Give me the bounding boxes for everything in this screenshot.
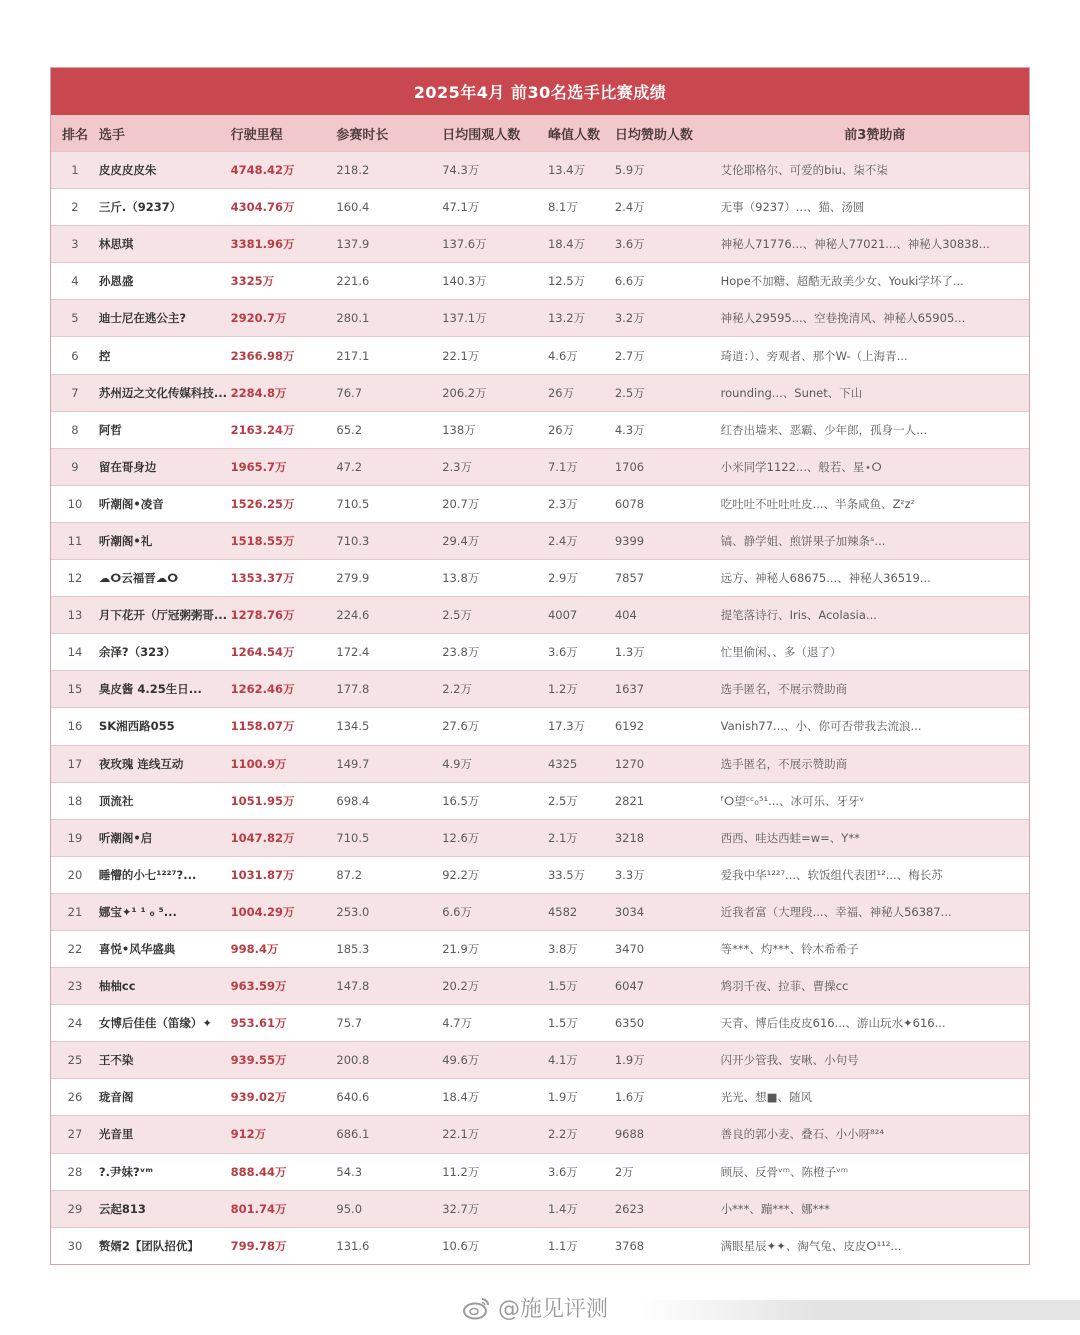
cell-top3-sponsors: 善良的郭小麦、叠石、小小呀⁸²⁴ [720,1127,884,1142]
cell-avg-sponsors: 1637 [614,682,645,697]
cell-peak: 4582 [547,904,578,919]
cell-avg-sponsors: 7857 [614,571,645,586]
cell-distance: 1353.37万 [230,571,295,586]
cell-rank: 1 [71,163,79,178]
cell-distance: 939.02万 [230,1090,287,1105]
cell-rank: 10 [67,496,83,511]
cell-top3-sponsors: 神秘人71776...、神秘人77021...、神秘人30838... [720,237,990,252]
cell-rank: 4 [71,274,79,289]
cell-top3-sponsors: 红杏出墙来、恶霸、少年郎，孤身一人... [720,422,928,437]
cell-rank: 18 [67,793,83,808]
bottom-blur [640,1300,1080,1320]
cell-distance: 3381.96万 [230,237,295,252]
cell-player: 听潮阁•礼 [98,533,153,548]
cell-duration: 218.2 [336,163,370,178]
cell-duration: 160.4 [336,200,370,215]
header-peak: 峰值人数 [547,127,600,143]
cell-duration: 177.8 [336,682,370,697]
table-row [51,930,1029,967]
cell-peak: 3.6万 [547,645,578,660]
table-row [51,1115,1029,1152]
cell-rank: 9 [71,459,79,474]
cell-rank: 5 [71,311,79,326]
cell-top3-sponsors: 远方、神秘人68675...、神秘人36519... [720,571,931,586]
cell-top3-sponsors: 等***、灼***、铃木希希子 [720,942,859,957]
cell-peak: 2.3万 [547,496,578,511]
cell-duration: 280.1 [336,311,370,326]
cell-rank: 19 [67,830,83,845]
cell-distance: 1158.07万 [230,719,295,734]
cell-rank: 28 [67,1164,83,1179]
cell-top3-sponsors: Hope不加糖、超酷无敌美少女、Youki学坏了... [720,274,964,289]
cell-top3-sponsors: 顾辰、反骨ᵛᵐ、陈橙子ᵛᵐ [720,1164,849,1179]
cell-avg-sponsors: 2.7万 [614,348,645,363]
cell-distance: 1965.7万 [230,459,287,474]
cell-distance: 1100.9万 [230,756,287,771]
cell-avg-viewers: 140.3万 [442,274,487,289]
watermark [462,1292,608,1323]
table-row [51,485,1029,522]
cell-peak: 26万 [547,385,575,400]
cell-distance: 799.78万 [230,1238,287,1253]
header-avg-viewers: 日均围观人数 [442,127,521,143]
table-row [51,262,1029,299]
header-player: 选手 [98,127,125,143]
cell-peak: 2.9万 [547,571,578,586]
cell-player: 听潮阁•凌音 [98,496,164,511]
cell-avg-viewers: 2.2万 [442,682,472,697]
cell-rank: 6 [71,348,79,363]
cell-avg-viewers: 21.9万 [442,942,480,957]
cell-player: 睡懵的小七¹²²⁷?... [98,867,197,882]
cell-top3-sponsors: 小米同学1122...、般若、星⋆ⵔ [720,459,882,474]
cell-player: 留在哥身边 [98,459,157,474]
cell-avg-sponsors: 3218 [614,830,645,845]
cell-duration: 686.1 [336,1127,370,1142]
cell-player: ?.尹妹?ᵛᵐ [98,1164,154,1179]
cell-player: 听潮阁•启 [98,830,153,845]
cell-peak: 4.1万 [547,1053,578,1068]
table-row [51,745,1029,782]
cell-duration: 54.3 [336,1164,363,1179]
table-row [51,374,1029,411]
cell-distance: 2920.7万 [230,311,287,326]
cell-duration: 253.0 [336,904,370,919]
cell-peak: 1.1万 [547,1238,578,1253]
cell-rank: 12 [67,571,83,586]
cell-rank: 22 [67,942,83,957]
cell-peak: 1.5万 [547,1016,578,1031]
cell-avg-viewers: 4.7万 [442,1016,472,1031]
cell-duration: 710.3 [336,533,370,548]
cell-duration: 279.9 [336,571,370,586]
cell-duration: 65.2 [336,422,363,437]
cell-player: 喜悦•风华盛典 [98,942,176,957]
table-header-row [51,115,1029,151]
cell-player: 顶流社 [98,793,134,808]
cell-top3-sponsors: 选手匿名，不展示赞助商 [720,756,848,771]
cell-distance: 888.44万 [230,1164,287,1179]
cell-top3-sponsors: 忙里偷闲、、多（退了） [720,645,842,660]
cell-peak: 2.5万 [547,793,578,808]
cell-peak: 1.4万 [547,1201,578,1216]
cell-peak: 12.5万 [547,274,586,289]
cell-top3-sponsors: 琦逍：）、旁观者、那个W-（上海青... [720,348,908,363]
cell-avg-sponsors: 2万 [614,1164,634,1179]
cell-distance: 998.4万 [230,942,279,957]
cell-avg-sponsors: 5.9万 [614,163,645,178]
table-row [51,559,1029,596]
cell-duration: 47.2 [336,459,363,474]
cell-rank: 11 [67,533,83,548]
cell-distance: 953.61万 [230,1016,287,1031]
header-rank: 排名 [61,127,88,143]
cell-peak: 13.2万 [547,311,586,326]
cell-duration: 640.6 [336,1090,370,1105]
cell-distance: 1262.46万 [230,682,295,697]
cell-rank: 17 [67,756,83,771]
table-row [51,1153,1029,1190]
cell-peak: 1.9万 [547,1090,578,1105]
cell-distance: 2163.24万 [230,422,295,437]
cell-top3-sponsors: 鸩羽千夜、拉菲、曹操cc [720,979,849,994]
cell-distance: 1004.29万 [230,904,295,919]
cell-top3-sponsors: 无事（9237）...、猫、汤圆 [720,200,865,215]
cell-avg-sponsors: 3.3万 [614,867,645,882]
cell-top3-sponsors: 光光、想■、随风 [720,1090,812,1105]
table-row [51,856,1029,893]
cell-peak: 1.2万 [547,682,578,697]
cell-rank: 14 [67,645,83,660]
cell-avg-viewers: 18.4万 [442,1090,480,1105]
cell-top3-sponsors: 西西、哇达西蛙=w=、Y** [720,830,860,845]
cell-player: 控 [98,348,111,363]
cell-player: 柚柚cc [98,979,136,994]
cell-duration: 131.6 [336,1238,370,1253]
table-row [51,336,1029,373]
cell-avg-sponsors: 3034 [614,904,645,919]
cell-avg-sponsors: 2623 [614,1201,645,1216]
table-row [51,188,1029,225]
table-row [51,1041,1029,1078]
cell-rank: 24 [67,1016,83,1031]
cell-avg-sponsors: 9688 [614,1127,645,1142]
cell-avg-sponsors: 2.5万 [614,385,645,400]
cell-avg-sponsors: 2.4万 [614,200,645,215]
cell-player: 娜宝✦¹ ¹ ₀ ⁵... [98,904,177,919]
cell-top3-sponsors: ᶠⵔ望ᶜᶜ₀⁵¹...、冰可乐、牙牙ᵛ [720,793,865,808]
cell-duration: 149.7 [336,756,370,771]
cell-rank: 25 [67,1053,83,1068]
cell-duration: 221.6 [336,274,370,289]
table-row [51,633,1029,670]
cell-player: 三斤.（9237） [98,200,182,215]
table-row [51,225,1029,262]
cell-avg-viewers: 20.2万 [442,979,480,994]
cell-peak: 2.1万 [547,830,578,845]
cell-avg-viewers: 29.4万 [442,533,480,548]
cell-avg-viewers: 6.6万 [442,904,472,919]
cell-avg-viewers: 49.6万 [442,1053,480,1068]
cell-avg-sponsors: 6350 [614,1016,645,1031]
cell-player: 迪士尼在逃公主? [98,311,187,326]
cell-peak: 4.6万 [547,348,578,363]
cell-duration: 185.3 [336,942,370,957]
cell-player: 皮皮皮皮朱 [98,163,157,178]
cell-player: 光音里 [98,1127,134,1142]
cell-avg-viewers: 47.1万 [442,200,480,215]
table-row [51,1227,1029,1264]
cell-player: 阿哲 [98,422,122,437]
cell-player: 孙恩盛 [98,274,134,289]
cell-peak: 4007 [547,608,578,623]
table-row [51,596,1029,633]
cell-duration: 95.0 [336,1201,363,1216]
cell-avg-sponsors: 2821 [614,793,645,808]
table-row [51,670,1029,707]
cell-duration: 217.1 [336,348,370,363]
cell-player: 林思琪 [98,237,134,252]
cell-distance: 2366.98万 [230,348,295,363]
cell-avg-sponsors: 6192 [614,719,645,734]
cell-avg-viewers: 92.2万 [442,867,480,882]
cell-rank: 20 [67,867,83,882]
cell-distance: 801.74万 [230,1201,287,1216]
cell-distance: 1278.76万 [230,608,295,623]
cell-top3-sponsors: 近我者富（大理段...、幸福、神秘人56387... [720,904,952,919]
cell-peak: 7.1万 [547,459,578,474]
cell-avg-sponsors: 3470 [614,942,645,957]
table-row [51,448,1029,485]
cell-top3-sponsors: 小***、蹦***、娜*** [720,1201,830,1216]
cell-avg-viewers: 4.9万 [442,756,472,771]
cell-peak: 1.5万 [547,979,578,994]
cell-rank: 30 [67,1238,83,1253]
cell-avg-sponsors: 404 [614,608,637,623]
header-top3-sponsors: 前3赞助商 [844,127,906,143]
cell-peak: 4325 [547,756,578,771]
cell-avg-viewers: 74.3万 [442,163,480,178]
cell-rank: 15 [67,682,83,697]
table-row [51,707,1029,744]
cell-avg-sponsors: 6.6万 [614,274,645,289]
cell-player: 赘婿2【团队招优】 [98,1238,199,1253]
table-row [51,782,1029,819]
cell-rank: 23 [67,979,83,994]
cell-top3-sponsors: 神秘人29595...、空巷挽清风、神秘人65905... [720,311,966,326]
cell-top3-sponsors: 闪开少管我、安啾、小句号 [720,1053,859,1068]
cell-rank: 16 [67,719,83,734]
cell-duration: 710.5 [336,830,370,845]
cell-player: 臭皮酱 4.25生日... [98,682,202,697]
cell-duration: 76.7 [336,385,363,400]
cell-player: 夜玫瑰 连线互动 [98,756,184,771]
cell-player: SK湘西路055 [98,719,175,734]
cell-avg-viewers: 2.5万 [442,608,472,623]
cell-peak: 2.2万 [547,1127,578,1142]
cell-distance: 1264.54万 [230,645,295,660]
cell-rank: 8 [71,422,79,437]
cell-duration: 172.4 [336,645,370,660]
cell-avg-viewers: 13.8万 [442,571,480,586]
table-row [51,967,1029,1004]
cell-top3-sponsors: 艾伦耶格尔、可爱的biu、柒不柒 [720,163,888,178]
cell-distance: 4748.42万 [230,163,295,178]
cell-top3-sponsors: 吃吐吐不吐吐吐皮...、半条咸鱼、Zᶻzᶻ [720,496,915,511]
cell-peak: 3.6万 [547,1164,578,1179]
cell-avg-viewers: 16.5万 [442,793,480,808]
header-avg-sponsors: 日均赞助人数 [614,127,693,143]
weibo-icon [462,1296,492,1320]
cell-peak: 13.4万 [547,163,586,178]
cell-player: 苏州迈之文化传媒科技... [98,385,228,400]
cell-rank: 27 [67,1127,83,1142]
cell-distance: 1518.55万 [230,533,295,548]
cell-peak: 8.1万 [547,200,578,215]
cell-avg-viewers: 27.6万 [442,719,480,734]
cell-distance: 1047.82万 [230,830,295,845]
cell-top3-sponsors: Vanish77...、小、你可否带我去流浪... [720,719,922,734]
cell-avg-sponsors: 9399 [614,533,645,548]
cell-distance: 1526.25万 [230,496,295,511]
cell-top3-sponsors: 天青、博后佳皮皮616...、游山玩水✦616... [720,1016,946,1031]
cell-peak: 17.3万 [547,719,586,734]
cell-duration: 698.4 [336,793,370,808]
cell-top3-sponsors: 爱我中华¹²²⁷...、软饭组代表团¹²...、梅长苏 [720,867,943,882]
cell-avg-viewers: 206.2万 [442,385,487,400]
cell-top3-sponsors: rounding...、Sunet、下山 [720,385,863,400]
cell-peak: 2.4万 [547,533,578,548]
cell-avg-sponsors: 4.3万 [614,422,645,437]
cell-player: 女博后佳佳（笛缘）✦ [98,1016,213,1031]
cell-distance: 4304.76万 [230,200,295,215]
table-row [51,1004,1029,1041]
table-row [51,151,1029,188]
table-row [51,819,1029,856]
cell-avg-sponsors: 1706 [614,459,645,474]
cell-player: 珑音阁 [98,1090,134,1105]
cell-avg-viewers: 22.1万 [442,348,480,363]
ranking-table [50,67,1030,1265]
cell-avg-viewers: 23.8万 [442,645,480,660]
cell-top3-sponsors: 满眼星辰✦✦、淘气兔、皮皮ⵔ¹¹²... [720,1238,902,1253]
cell-avg-sponsors: 6047 [614,979,645,994]
cell-avg-sponsors: 1.3万 [614,645,645,660]
table-title: 2025年4月 前30名选手比赛成绩 [51,68,1029,115]
cell-player: 云起813 [98,1201,146,1216]
cell-avg-viewers: 20.7万 [442,496,480,511]
cell-player: ☁ⵔ云福晋☁ⵔ [98,571,179,586]
cell-duration: 147.8 [336,979,370,994]
cell-avg-sponsors: 1.9万 [614,1053,645,1068]
table-row [51,1078,1029,1115]
cell-peak: 3.8万 [547,942,578,957]
cell-avg-sponsors: 3.2万 [614,311,645,326]
cell-duration: 137.9 [336,237,370,252]
cell-avg-viewers: 11.2万 [442,1164,480,1179]
table-row [51,522,1029,559]
cell-duration: 710.5 [336,496,370,511]
cell-duration: 134.5 [336,719,370,734]
cell-avg-sponsors: 1270 [614,756,645,771]
cell-avg-viewers: 10.6万 [442,1238,480,1253]
cell-avg-sponsors: 1.6万 [614,1090,645,1105]
cell-duration: 200.8 [336,1053,370,1068]
cell-avg-viewers: 12.6万 [442,830,480,845]
table-row [51,299,1029,336]
table-row [51,1190,1029,1227]
cell-avg-viewers: 32.7万 [442,1201,480,1216]
cell-duration: 224.6 [336,608,370,623]
cell-distance: 3325万 [230,274,275,289]
cell-duration: 87.2 [336,867,363,882]
table-row [51,411,1029,448]
cell-avg-viewers: 138万 [442,422,476,437]
cell-distance: 963.59万 [230,979,287,994]
cell-peak: 33.5万 [547,867,586,882]
cell-avg-viewers: 22.1万 [442,1127,480,1142]
cell-avg-viewers: 137.6万 [442,237,487,252]
cell-peak: 18.4万 [547,237,586,252]
cell-rank: 7 [71,385,79,400]
cell-distance: 912万 [230,1127,267,1142]
header-distance: 行驶里程 [230,127,283,143]
table-body [51,151,1029,1264]
cell-distance: 939.55万 [230,1053,287,1068]
header-duration: 参赛时长 [336,127,389,143]
cell-avg-sponsors: 3768 [614,1238,645,1253]
cell-rank: 2 [71,200,79,215]
table-row [51,893,1029,930]
cell-duration: 75.7 [336,1016,363,1031]
cell-avg-sponsors: 6078 [614,496,645,511]
watermark-text: @施见评测 [498,1297,609,1322]
cell-player: 月下花开（厅冠粥粥哥... [98,608,228,623]
cell-rank: 21 [67,904,83,919]
cell-rank: 29 [67,1201,83,1216]
cell-rank: 13 [67,608,83,623]
cell-avg-sponsors: 3.6万 [614,237,645,252]
cell-distance: 1051.95万 [230,793,295,808]
cell-distance: 2284.8万 [230,385,287,400]
cell-peak: 26万 [547,422,575,437]
cell-avg-viewers: 137.1万 [442,311,487,326]
cell-player: 王不染 [98,1053,134,1068]
cell-distance: 1031.87万 [230,867,295,882]
cell-top3-sponsors: 镐、静学姐、煎饼果子加辣条ˢ... [720,533,886,548]
cell-top3-sponsors: 选手匿名，不展示赞助商 [720,682,848,697]
cell-rank: 26 [67,1090,83,1105]
cell-player: 余泽?（323） [98,645,176,660]
cell-top3-sponsors: 提笔落诗行、Iris、Acolasia... [720,608,877,623]
cell-rank: 3 [71,237,79,252]
cell-avg-viewers: 2.3万 [442,459,472,474]
